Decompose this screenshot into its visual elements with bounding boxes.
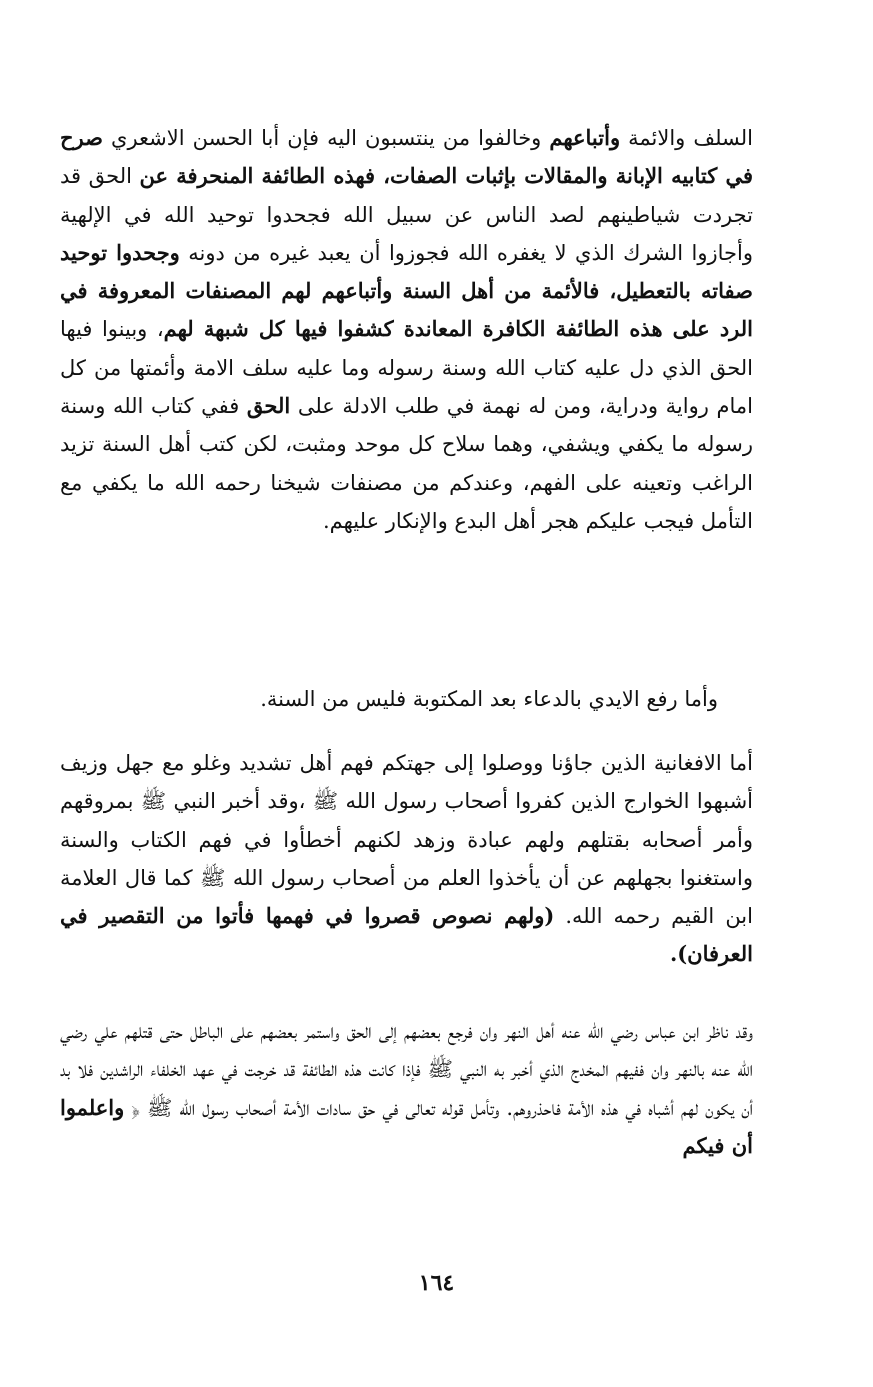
- p3-text: أما الافغانية الذين جاؤنا ووصلوا إلى جهتكم فهم أهل تشديد وغلو مع جهل وزيف أشبهوا الخوارج الذين كفروا أصحاب رسول الله ﷺ ،وقد أخبر النبي ﷺ بمروقهم وأمر أصحابه بقتلهم ولهم عبادة وزهد لكنهم أخطأوا في فهم الكتاب والسنة واستغنوا بجهلهم عن أن يأخذوا العلم من أصحاب رسول الله ﷺ كما قال العلامة ابن القيم رحمه الله.: [60, 751, 753, 929]
- p1-bold-a: وأتباعهم: [549, 125, 621, 150]
- p3-bold-quote: (ولهم نصوص قصروا في فهمها فأتوا من التقصير في العرفان).: [60, 903, 753, 967]
- paragraph-4: [60, 1012, 753, 1165]
- p1-text-b: وخالفوا من ينتسبون اليه فإن أبا الحسن الاشعري: [102, 126, 550, 150]
- p1-bold-b: صرح في كتابيه الإبانة والمقالات بإثبات الصفات، فهذه الطائفة المنحرفة عن: [60, 125, 753, 189]
- paragraph-1: [60, 119, 753, 540]
- p1-bold-d: الحق: [246, 393, 291, 419]
- paragraph-2: وأما رفع الايدي بالدعاء بعد المكتوبة فليس من السنة.: [260, 687, 718, 711]
- p4-bold-verse: واعلموا أن فيكم: [60, 1094, 753, 1158]
- paragraph-3: [60, 744, 753, 974]
- p1-bold-c: وجحدوا توحيد صفاته بالتعطيل، فالأئمة من أهل السنة وأتباعهم لهم المصنفات المعروفة في الرد على هذه الطائفة الكافرة المعاندة كشفوا فيها كل شبهة لهم: [60, 239, 753, 342]
- p1-text-c: الحق قد تجردت شياطينهم لصد الناس عن سبيل الله فجحدوا توحيد الله في الإلهية وأجازوا الشرك الذي لا يغفره الله فجوزوا أن يعبد غيره من دونه: [60, 164, 753, 265]
- p1-text-a: السلف والائمة: [620, 126, 753, 150]
- p1-text-d: ، وبينوا فيها الحق الذي دل عليه كتاب الله وسنة رسوله وما عليه سلف الامة وأئمتها من كل امام رواية ودراية، ومن له نهمة في طلب الادلة على: [60, 317, 753, 419]
- page-number: ١٦٤: [418, 1270, 455, 1296]
- p1-text-e: ففي كتاب الله وسنة رسوله ما يكفي ويشفي، وهما سلاح كل موحد ومثبت، لكن كتب أهل السنة تزيد الراغب وتعينه على الفهم، وعندكم من مصنفات شيخنا رحمه الله ما يكفي مع التأمل فيجب عليكم هجر أهل البدع والإنكار عليهم.: [60, 394, 753, 533]
- p4-text: وقد ناظر ابن عباس رضي الله عنه أهل النهر وان فرجع بعضهم إلى الحق واستمر بعضهم على الباطل حتى قتلهم علي رضي الله عنه بالنهر وان ففيهم المخدج الذي أخبر به النبي ﷺ فإذا كانت هذه الطائفة قد خرجت في عهد الخلفاء الراشدين فلا بد أن يكون لهم أشباه في هذه الأمة فاحذروهم. وتأمل قوله تعالى في حق سادات الأمة أصحاب رسول الله ﷺ ﴿: [60, 1019, 753, 1120]
